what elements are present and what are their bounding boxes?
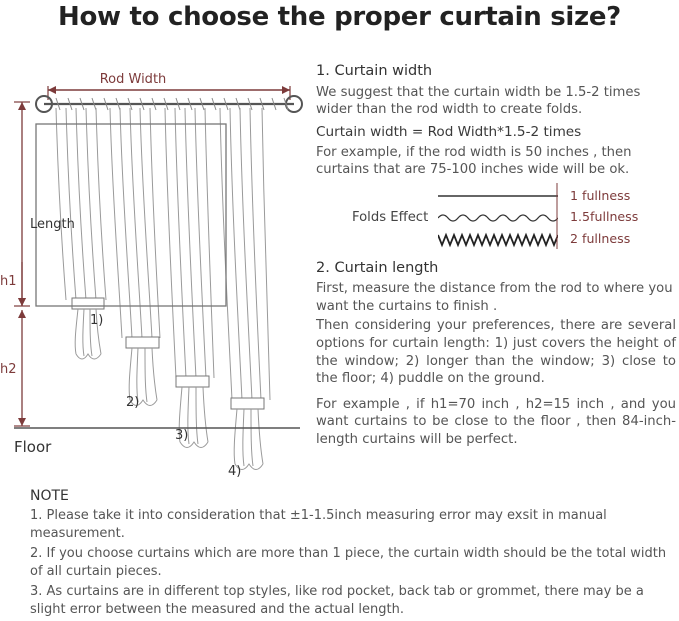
curtain-marker-4: 4) [228, 464, 242, 479]
curtain-length-heading: 2. Curtain length [316, 259, 439, 276]
curtain-marker-1: 1) [90, 313, 104, 328]
curtain-marker-3: 3) [175, 428, 189, 443]
curtain-marker-2: 2) [126, 395, 140, 410]
note-item-2: 2. If you choose curtains which are more than 1 piece, the curtain width should be the total width of all curtain pieces. [30, 545, 667, 580]
page-title: How to choose the proper curtain size? [58, 2, 621, 32]
note-item-1: 1. Please take it into consideration that ±1-1.5inch measuring error may exsit in manual measurement. [30, 508, 607, 542]
curtain-length-paragraph-3: For example , if h1=70 inch , h2=15 inch , and you want curtains to be close to the floor , then 84-inch-length curtains will be perfect. [316, 396, 676, 447]
fold-line-2-fullness-icon [438, 231, 558, 249]
folds-effect-label: Folds Effect [352, 209, 429, 225]
curtain-panel-4 [220, 108, 270, 470]
curtain-panel-2 [110, 108, 160, 406]
curtain-diagram [0, 48, 310, 488]
curtain-panel-3 [165, 108, 214, 448]
fold-label-2-fullness: 2 fullness [570, 230, 631, 246]
fold-label-1-fullness: 1 fullness [570, 187, 631, 203]
rod-width-label: Rod Width [99, 72, 167, 87]
curtain-width-paragraph-1: We suggest that the curtain width be 1.5-2 times wider than the rod width to create folds. [316, 84, 641, 118]
fold-label-1.5-fullness: 1.5fullness [570, 208, 639, 224]
fold-line-1.5-fullness-icon [438, 210, 558, 226]
h2-label: h2 [0, 362, 17, 377]
curtain-diagram-svg [0, 48, 310, 488]
note-item-3: 3. As curtains are in different top styles, like rod pocket, back tab or grommet, there may be a slight error between the measured and the actual length. [30, 583, 644, 618]
curtain-length-paragraph-2: Then considering your preferences, there are several options for curtain length: 1) just covers the height of the window; 2) longer than the window; 3) close to the floor; 4) puddle on the ground. [316, 318, 676, 387]
floor-label: Floor [14, 438, 52, 456]
length-label: Length [30, 217, 75, 232]
curtain-width-heading: 1. Curtain width [316, 63, 433, 79]
fold-line-1-fullness-icon [438, 189, 558, 203]
folds-effect-block [316, 187, 676, 253]
curtain-length-paragraph-1: First, measure the distance from the rod to where you want the curtains to finish . [316, 281, 673, 314]
curtain-width-paragraph-2: For example, if the rod width is 50 inches , then curtains that are 75-100 inches wide will be ok. [316, 144, 632, 178]
explanations-column [316, 62, 676, 450]
notes-section [30, 488, 670, 621]
curtain-width-formula: Curtain width = Rod Width*1.5-2 times [316, 123, 582, 140]
notes-title: NOTE [30, 488, 69, 504]
folds-divider [556, 183, 558, 249]
h1-label: h1 [0, 274, 17, 289]
rod-width-dimension [48, 86, 290, 100]
